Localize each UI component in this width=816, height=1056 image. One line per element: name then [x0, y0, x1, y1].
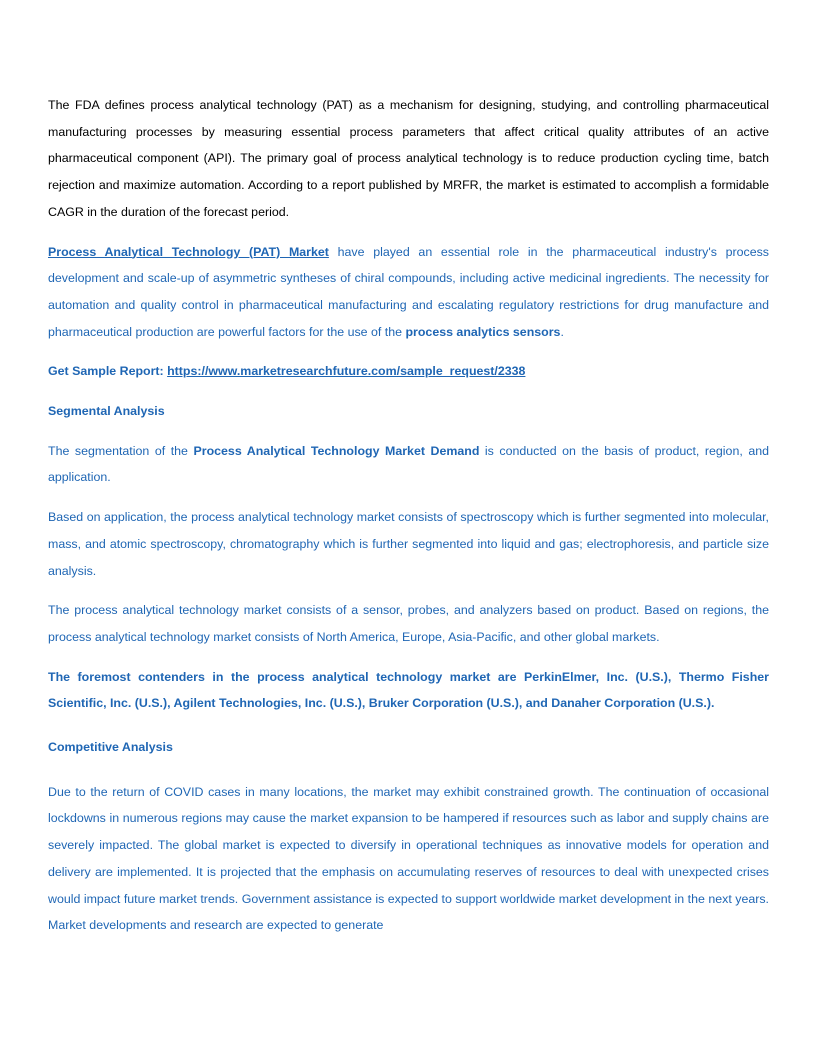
sample-report-link[interactable]: https://www.marketresearchfuture.com/sample_request/2338: [167, 364, 526, 379]
contenders-paragraph: The foremost contenders in the process analytical technology market are PerkinElmer, Inc. (U.S.), Thermo Fisher Scientific, Inc. (U.S.), Agilent Technologies, Inc. (U.S.), Bruker Corporation (U.S.), and Danaher Corporation (U.S.).: [48, 669, 769, 711]
pat-market-link[interactable]: Process Analytical Technology (PAT) Market: [48, 244, 329, 259]
pat-market-text: have played an essential role in the pharmaceutical industry's process development and scale-up of asymmetric syntheses of chiral compounds, including active medicinal ingredients. The necessity for automation and quality control in pharmaceutical manufacturing and escalating regulatory restrictions for drug manufacture and pharmaceutical production are powerful factors for the use of the: [48, 244, 769, 339]
application-paragraph: Based on application, the process analytical technology market consists of spectroscopy which is further segmented into molecular, mass, and atomic spectroscopy, chromatography which is further segmented into liquid and gas; electrophoresis, and particle size analysis.: [48, 510, 769, 578]
competitive-paragraph: Due to the return of COVID cases in many locations, the market may exhibit constrained growth. The continuation of occasional lockdowns in numerous regions may cause the market expansion to be hampered if resources such as labor and supply chains are severely impacted. The global market is expected to diversify in operational techniques as innovative models for operation and delivery are implemented. It is projected that the emphasis on accumulating reserves of resources to deal with unexpected crises would impact future market trends. Government assistance is expected to support worldwide market development in the next years. Market developments and research are expected to generate: [48, 784, 769, 933]
intro-paragraph: The FDA defines process analytical technology (PAT) as a mechanism for designing, studying, and controlling pharmaceutical manufacturing processes by measuring essential process parameters that affect critical quality attributes of an active pharmaceutical component (API). The primary goal of process analytical technology is to reduce production cycling time, batch rejection and maximize automation. According to a report published by MRFR, the market is estimated to accomplish a formidable CAGR in the duration of the forecast period.: [48, 98, 769, 219]
segmentation-paragraph: [48, 438, 769, 491]
pat-market-demand-bold: Process Analytical Technology Market Demand: [193, 443, 480, 458]
pat-market-paragraph: [48, 239, 769, 346]
document-body: [48, 92, 769, 952]
sample-report-label: Get Sample Report:: [48, 364, 168, 379]
sample-report-line: [48, 358, 769, 385]
process-analytics-sensors-bold: process analytics sensors: [405, 324, 561, 339]
pat-market-end: .: [560, 324, 564, 339]
segmentation-post: is conducted on the basis of product, region, and application.: [48, 443, 769, 485]
product-region-paragraph: The process analytical technology market consists of a sensor, probes, and analyzers based on product. Based on regions, the process analytical technology market consists of North America, Europe, Asia-Pacific, and other global markets.: [48, 603, 769, 644]
competitive-analysis-heading: Competitive Analysis: [48, 740, 173, 755]
segmental-analysis-heading: Segmental Analysis: [48, 404, 165, 419]
segmentation-pre: The segmentation of the: [48, 443, 194, 458]
